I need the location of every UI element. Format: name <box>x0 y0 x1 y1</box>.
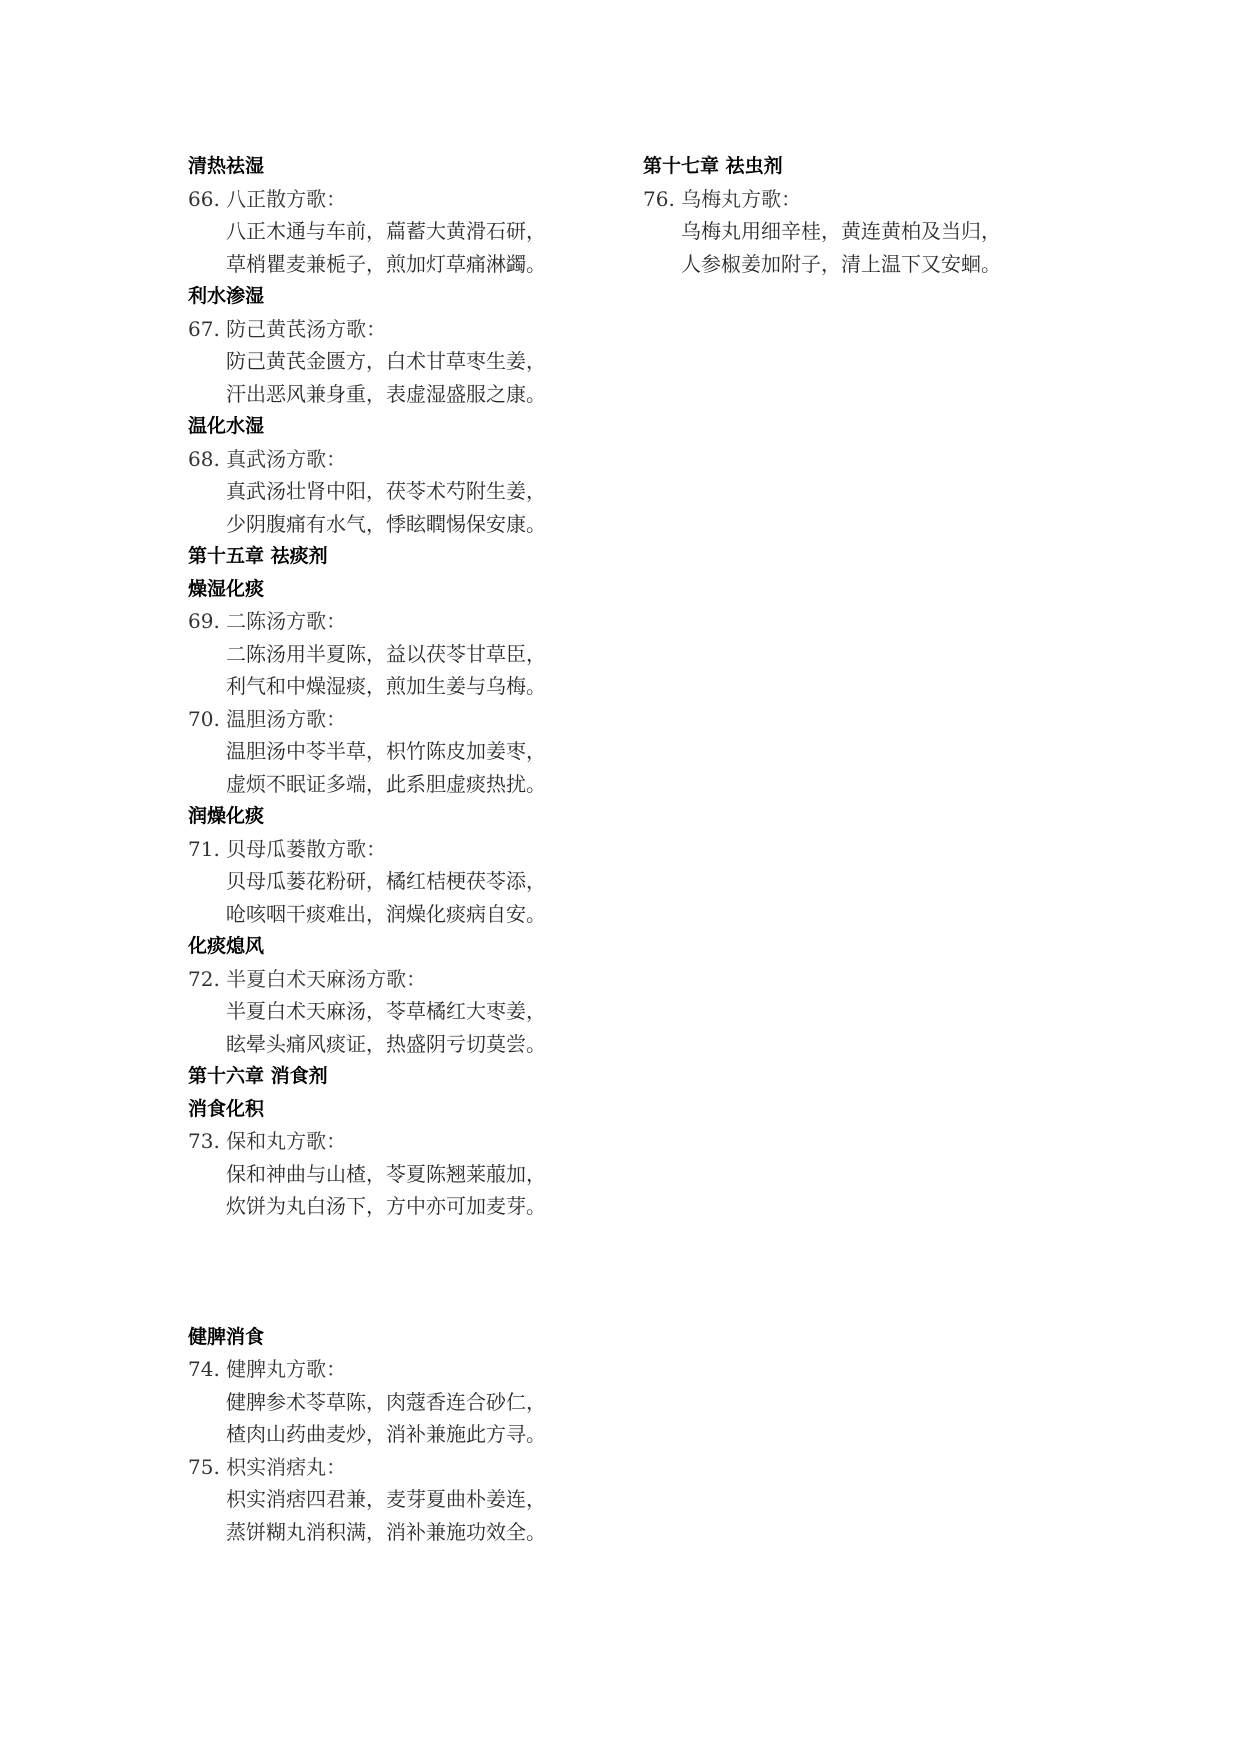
formula-title-67: 67. 防己黄芪汤方歌： <box>188 316 387 341</box>
verse-line-71-1: 贝母瓜蒌花粉研，橘红桔梗茯苓添， <box>226 869 546 893</box>
verse-line-70-2: 虚烦不眠证多端，此系胆虚痰热扰。 <box>226 771 546 796</box>
formula-title-68: 68. 真武汤方歌： <box>188 446 347 471</box>
verse-line-74-1: 健脾参术苓草陈，肉蔻香连合砂仁， <box>226 1389 546 1414</box>
section-heading-moisten-dryness: 润燥化痰 <box>188 805 265 827</box>
verse-line-73-1: 保和神曲与山楂，苓夏陈翘莱菔加， <box>226 1161 546 1186</box>
section-heading-diuretic: 利水渗湿 <box>188 285 265 307</box>
verse-line-76-1: 乌梅丸用细辛桂，黄连黄柏及当归， <box>681 219 1001 243</box>
formula-title-70: 70. 温胆汤方歌： <box>188 706 347 731</box>
formula-title-71: 71. 贝母瓜蒌散方歌： <box>188 836 387 861</box>
section-heading-digestion: 消食化积 <box>188 1097 265 1120</box>
verse-line-67-1: 防己黄芪金匮方，白术甘草枣生姜， <box>226 349 546 373</box>
verse-line-72-2: 眩晕头痛风痰证，热盛阴亏切莫尝。 <box>226 1031 546 1056</box>
verse-line-71-2: 呛咳咽干痰难出，润燥化痰病自安。 <box>226 901 546 926</box>
verse-line-70-1: 温胆汤中苓半草，枳竹陈皮加姜枣， <box>226 739 546 763</box>
formula-title-72: 72. 半夏白术天麻汤方歌： <box>188 966 427 991</box>
formula-title-74: 74. 健脾丸方歌： <box>188 1357 347 1381</box>
right-column <box>643 150 1083 280</box>
verse-line-66-1: 八正木通与车前，萹蓄大黄滑石研， <box>226 219 546 243</box>
verse-line-72-1: 半夏白术天麻汤，苓草橘红大枣姜， <box>226 999 546 1023</box>
formula-title-73: 73. 保和丸方歌： <box>188 1129 347 1153</box>
verse-line-74-2: 楂肉山药曲麦炒，消补兼施此方寻。 <box>226 1422 546 1446</box>
chapter-heading-16: 第十六章 消食剂 <box>188 1065 328 1087</box>
section-heading-spleen: 健脾消食 <box>188 1325 265 1348</box>
verse-line-73-2: 炊饼为丸白汤下，方中亦可加麦芽。 <box>226 1194 546 1218</box>
chapter-heading-15: 第十五章 祛痰剂 <box>188 545 328 567</box>
formula-title-69: 69. 二陈汤方歌： <box>188 609 347 633</box>
left-column <box>188 150 628 1548</box>
verse-line-75-1: 枳实消痞四君兼，麦芽夏曲朴姜连， <box>226 1487 546 1511</box>
verse-line-69-2: 利气和中燥湿痰，煎加生姜与乌梅。 <box>226 674 546 698</box>
section-heading-extinguish-wind: 化痰熄风 <box>188 935 265 957</box>
formula-title-66: 66. 八正散方歌： <box>188 186 347 211</box>
verse-line-75-2: 蒸饼糊丸消积满，消补兼施功效全。 <box>226 1519 546 1544</box>
verse-line-68-2: 少阴腹痛有水气，悸眩瞤惕保安康。 <box>226 511 546 536</box>
section-heading-heat-dampness: 清热祛湿 <box>188 155 265 177</box>
verse-line-68-1: 真武汤壮肾中阳，茯苓术芍附生姜， <box>226 479 546 503</box>
section-heading-warming: 温化水湿 <box>188 415 265 437</box>
formula-title-76: 76. 乌梅丸方歌： <box>643 186 802 211</box>
verse-line-66-2: 草梢瞿麦兼栀子，煎加灯草痛淋蠲。 <box>226 251 546 276</box>
section-heading-dry-dampness: 燥湿化痰 <box>188 577 265 600</box>
verse-line-76-2: 人参椒姜加附子，清上温下又安蛔。 <box>681 251 1001 276</box>
verse-line-69-1: 二陈汤用半夏陈，益以茯苓甘草臣， <box>226 641 546 666</box>
verse-line-67-2: 汗出恶风兼身重，表虚湿盛服之康。 <box>226 381 546 406</box>
chapter-heading-17: 第十七章 祛虫剂 <box>643 155 783 177</box>
blank-gap <box>188 1223 628 1321</box>
formula-title-75: 75. 枳实消痞丸： <box>188 1454 347 1479</box>
